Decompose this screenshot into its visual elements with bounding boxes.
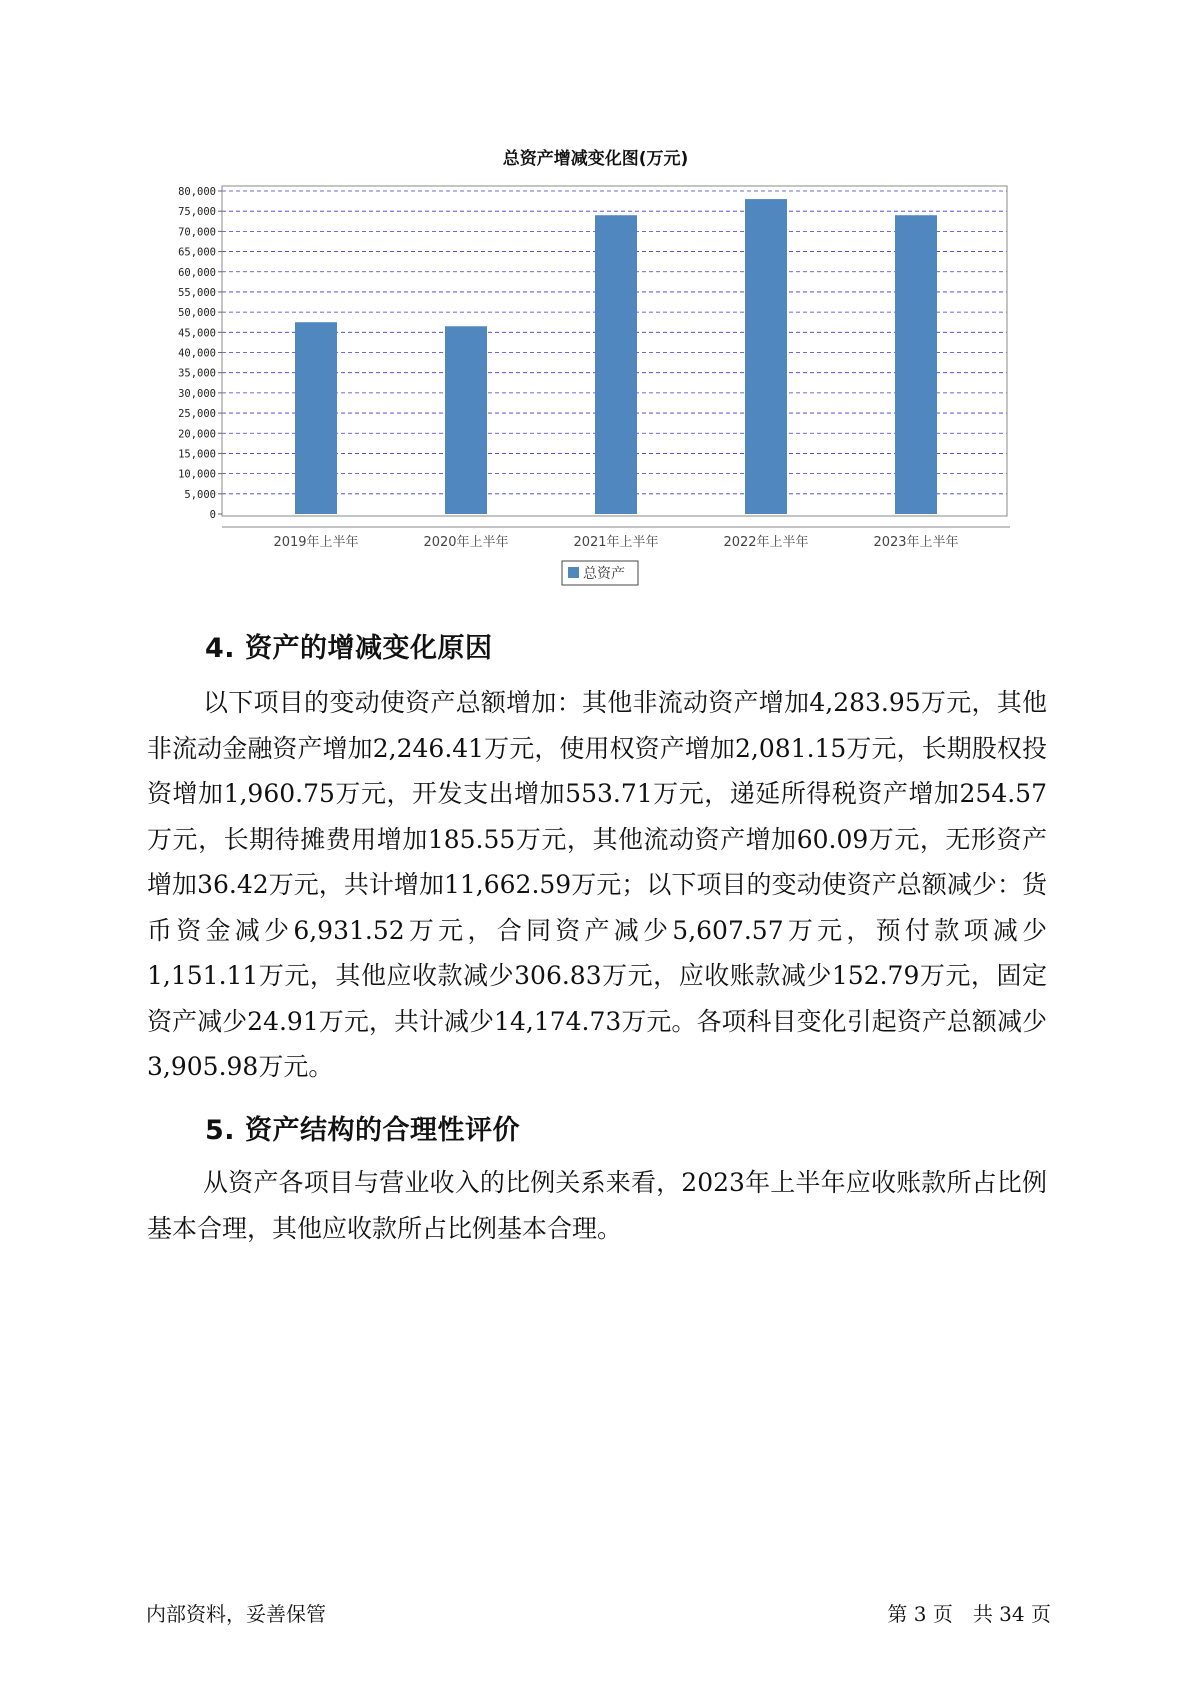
- section-5-body: 从资产各项目与营业收入的比例关系来看，2023年上半年应收账款所占比例基本合理，其他应收款所占比例基本合理。: [147, 1168, 1047, 1243]
- bar: [445, 326, 487, 514]
- y-tick-label: 75,000: [178, 206, 216, 219]
- y-tick-label: 40,000: [178, 347, 216, 360]
- x-tick-label: 2023年上半年: [873, 535, 959, 550]
- y-tick-label: 60,000: [178, 266, 216, 279]
- chart-title: 总资产增减变化图(万元): [502, 149, 689, 169]
- y-tick-label: 35,000: [178, 367, 216, 380]
- y-axis-ticks: [178, 186, 222, 521]
- y-tick-label: 65,000: [178, 246, 216, 259]
- y-tick-label: 45,000: [178, 327, 216, 340]
- y-tick-label: 50,000: [178, 307, 216, 320]
- bars: [295, 199, 937, 514]
- y-tick-label: 30,000: [178, 387, 216, 400]
- x-axis-ticks: [273, 534, 958, 550]
- y-tick-label: 0: [209, 509, 216, 521]
- section-4-body: 以下项目的变动使资产总额增加：其他非流动资产增加4,283.95万元，其他非流动金融资产增加2,246.41万元，使用权资产增加2,081.15万元，长期股权投资增加1,960.75万元，开发支出增加553.71万元，递延所得税资产增加254.57万元，长期待摊费用增加185.55万元，其他流动资产增加60.09万元，无形资产增加36.42万元，共计增加11,662.59万元；以下项目的变动使资产总额减少：货币资金减少6,931.52万元，合同资产减少5,607.57万元，预付款项减少1,151.11万元，其他应收款减少306.83万元，应收账款减少152.79万元，固定资产减少24.91万元，共计减少14,174.73万元。各项科目变化引起资产总额减少3,905.98万元。: [147, 688, 1047, 1081]
- y-tick-label: 5,000: [184, 488, 216, 501]
- y-tick-label: 80,000: [178, 186, 216, 198]
- y-tick-label: 20,000: [178, 428, 216, 441]
- y-tick-label: 55,000: [178, 286, 216, 299]
- legend: [562, 561, 638, 585]
- y-tick-label: 70,000: [178, 226, 216, 239]
- bar: [895, 215, 937, 514]
- y-tick-label: 25,000: [178, 408, 216, 421]
- y-tick-label: 10,000: [178, 468, 216, 481]
- x-tick-label: 2021年上半年: [573, 535, 659, 550]
- total-assets-bar-chart: [0, 0, 1191, 600]
- x-tick-label: 2022年上半年: [723, 535, 809, 550]
- bar: [745, 199, 787, 514]
- bar: [595, 215, 637, 514]
- legend-label: 总资产: [583, 566, 625, 582]
- x-tick-label: 2020年上半年: [423, 535, 509, 550]
- footer-confidential-note: 内部资料，妥善保管: [146, 1602, 326, 1626]
- y-tick-label: 15,000: [178, 448, 216, 461]
- section-4-heading: 4. 资产的增减变化原因: [205, 633, 493, 664]
- legend-swatch: [568, 567, 579, 578]
- x-tick-label: 2019年上半年: [273, 535, 359, 550]
- bar: [295, 322, 337, 514]
- section-5-heading: 5. 资产结构的合理性评价: [205, 1115, 520, 1146]
- footer-page-number: 第 3 页 共 34 页: [887, 1602, 1051, 1626]
